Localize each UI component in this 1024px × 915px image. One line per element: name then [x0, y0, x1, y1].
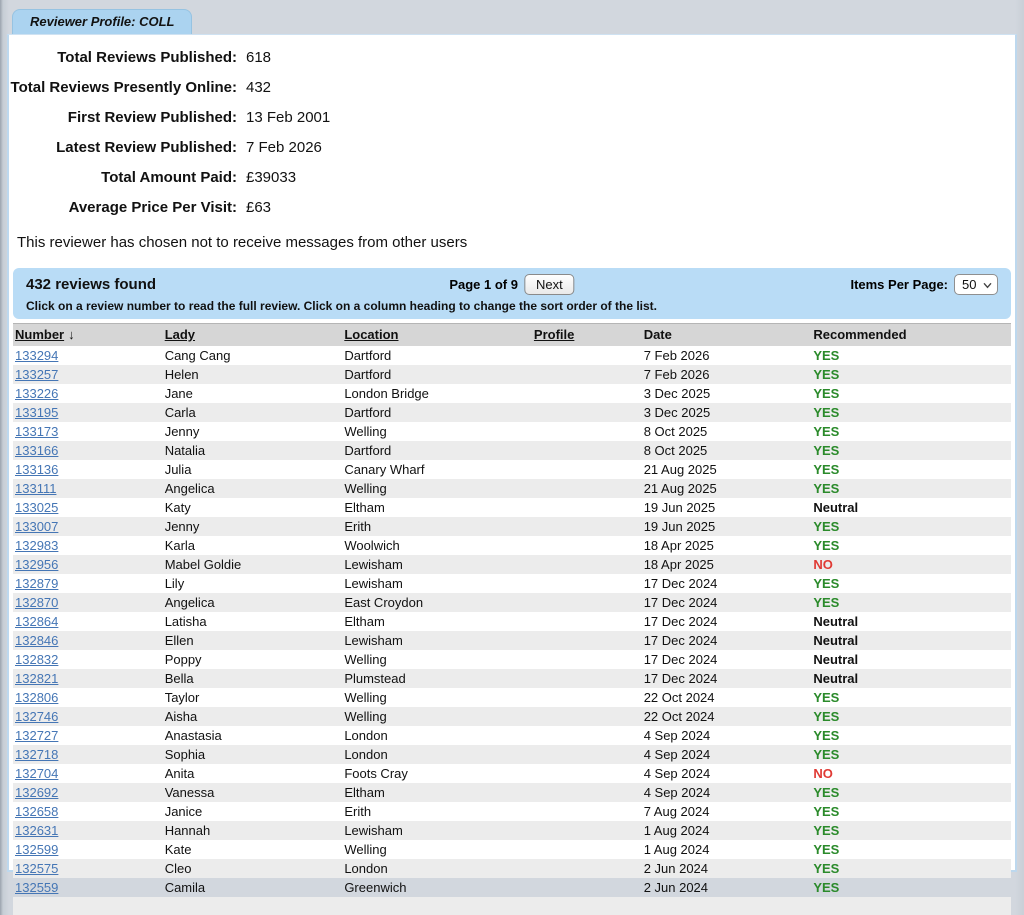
stat-label: Average Price Per Visit: — [68, 198, 237, 216]
review-number — [13, 707, 163, 726]
review-number — [13, 764, 163, 783]
review-number — [13, 878, 163, 897]
review-number — [13, 555, 163, 574]
page-indicator: Page 1 of 9 — [449, 277, 518, 292]
lady-name: Hannah — [164, 823, 211, 838]
date-cell: 19 Jun 2025 — [643, 500, 716, 515]
recommended-cell: Neutral — [813, 500, 859, 515]
recommended-cell: YES — [813, 462, 840, 477]
table-row — [13, 878, 1011, 897]
review-number — [13, 403, 163, 422]
lady-name: Taylor — [164, 690, 200, 705]
date-cell: 7 Feb 2026 — [643, 348, 710, 363]
date-cell: 4 Sep 2024 — [643, 766, 711, 781]
column-header-number — [13, 324, 163, 347]
location-cell: Welling — [344, 652, 387, 667]
table-row — [13, 593, 1011, 612]
stat-label: Total Reviews Published: — [57, 48, 237, 66]
table-row — [13, 441, 1011, 460]
review-number-link[interactable]: 133294 — [15, 348, 59, 363]
review-number-link[interactable]: 133226 — [15, 386, 59, 401]
table-row — [13, 460, 1011, 479]
lady-name: Sophia — [164, 747, 206, 762]
recommended-cell: YES — [813, 348, 840, 363]
next-page-button[interactable]: Next — [524, 274, 575, 295]
column-header-recommended — [811, 324, 1011, 347]
table-row — [13, 707, 1011, 726]
location-cell: Erith — [344, 519, 372, 534]
location-cell: Foots Cray — [344, 766, 408, 781]
lady-name: Karla — [164, 538, 196, 553]
lady-name: Natalia — [164, 443, 206, 458]
empty-cell — [13, 897, 163, 915]
review-number-link[interactable]: 132718 — [15, 747, 59, 762]
lady-name: Kate — [164, 842, 192, 857]
profile-cell — [532, 859, 642, 878]
review-number-link[interactable]: 132658 — [15, 804, 59, 819]
profile-cell — [532, 878, 642, 897]
lady-name: Lily — [164, 576, 185, 591]
profile-cell — [532, 346, 642, 365]
lady-name: Anita — [164, 766, 195, 781]
profile-cell — [532, 403, 642, 422]
recommended-cell: YES — [813, 728, 840, 743]
empty-cell — [642, 897, 812, 915]
lady-name: Cang Cang — [164, 348, 231, 363]
review-number — [13, 631, 163, 650]
recommended-cell: YES — [813, 804, 840, 819]
column-header-label[interactable]: Profile — [533, 327, 575, 342]
recommended-cell: NO — [813, 766, 833, 781]
profile-cell — [532, 783, 642, 802]
recommended-cell: YES — [813, 519, 840, 534]
table-row — [13, 631, 1011, 650]
date-cell: 1 Aug 2024 — [643, 823, 710, 838]
location-cell: London — [344, 747, 388, 762]
review-number-link[interactable]: 133136 — [15, 462, 59, 477]
profile-cell — [532, 612, 642, 631]
lady-name: Camila — [164, 880, 206, 895]
review-number-link[interactable]: 132727 — [15, 728, 59, 743]
stat-value: 7 Feb 2026 — [246, 138, 322, 156]
date-cell: 8 Oct 2025 — [643, 443, 708, 458]
review-number-link[interactable]: 132846 — [15, 633, 59, 648]
location-cell: Dartford — [344, 405, 392, 420]
profile-cell — [532, 536, 642, 555]
location-cell: Plumstead — [344, 671, 406, 686]
date-cell: 18 Apr 2025 — [643, 557, 714, 572]
profile-cell — [532, 422, 642, 441]
lady-name: Poppy — [164, 652, 202, 667]
table-row — [13, 517, 1011, 536]
location-cell: Welling — [344, 709, 387, 724]
review-number-link[interactable]: 133173 — [15, 424, 59, 439]
date-cell: 2 Jun 2024 — [643, 861, 709, 876]
date-cell: 17 Dec 2024 — [643, 652, 718, 667]
items-per-page — [850, 274, 998, 295]
review-number-link[interactable]: 132692 — [15, 785, 59, 800]
lady-name: Cleo — [164, 861, 192, 876]
column-header-label: Recommended — [813, 327, 907, 342]
date-cell: 4 Sep 2024 — [643, 785, 711, 800]
review-number — [13, 479, 163, 498]
recommended-cell: YES — [813, 690, 840, 705]
review-number — [13, 859, 163, 878]
review-number-link[interactable]: 132746 — [15, 709, 59, 724]
stat-value: 13 Feb 2001 — [246, 108, 331, 126]
review-number — [13, 422, 163, 441]
table-row — [13, 745, 1011, 764]
profile-cell — [532, 726, 642, 745]
table-row — [13, 764, 1011, 783]
stat-label: Total Amount Paid: — [101, 168, 237, 186]
profile-cell — [532, 840, 642, 859]
location-cell: Welling — [344, 481, 387, 496]
column-header-lady — [163, 324, 343, 347]
date-cell: 8 Oct 2025 — [643, 424, 708, 439]
recommended-cell: Neutral — [813, 614, 859, 629]
recommended-cell: YES — [813, 405, 840, 420]
table-row — [13, 365, 1011, 384]
recommended-cell: NO — [813, 557, 833, 572]
date-cell: 17 Dec 2024 — [643, 671, 718, 686]
profile-cell — [532, 555, 642, 574]
date-cell: 19 Jun 2025 — [643, 519, 716, 534]
profile-cell — [532, 688, 642, 707]
review-number-link[interactable]: 133007 — [15, 519, 59, 534]
review-number — [13, 745, 163, 764]
recommended-cell: YES — [813, 861, 840, 876]
lady-name: Angelica — [164, 481, 215, 496]
recommended-cell: Neutral — [813, 671, 859, 686]
table-row — [13, 802, 1011, 821]
date-cell: 4 Sep 2024 — [643, 728, 711, 743]
date-cell: 2 Jun 2024 — [643, 880, 709, 895]
review-number-link[interactable]: 132599 — [15, 842, 59, 857]
date-cell: 7 Aug 2024 — [643, 804, 710, 819]
items-per-page-label: Items Per Page: — [850, 277, 948, 292]
date-cell: 22 Oct 2024 — [643, 709, 715, 724]
location-cell: Erith — [344, 804, 372, 819]
recommended-cell: YES — [813, 595, 840, 610]
empty-cell — [532, 897, 642, 915]
review-number — [13, 821, 163, 840]
lady-name: Vanessa — [164, 785, 215, 800]
stat-label: First Review Published: — [67, 108, 237, 126]
column-header-label[interactable]: Lady — [164, 327, 196, 342]
reviewer-profile-panel — [7, 34, 1017, 895]
lady-name: Latisha — [164, 614, 207, 629]
recommended-cell: YES — [813, 538, 840, 553]
review-number-link[interactable]: 132575 — [15, 861, 59, 876]
profile-cell — [532, 593, 642, 612]
review-number — [13, 536, 163, 555]
table-header-row — [13, 324, 1011, 347]
review-number — [13, 593, 163, 612]
location-cell: Woolwich — [344, 538, 400, 553]
stat-total-amount-paid — [9, 162, 1015, 192]
lady-name: Julia — [164, 462, 192, 477]
profile-cell — [532, 650, 642, 669]
review-number — [13, 460, 163, 479]
review-number — [13, 840, 163, 859]
review-number — [13, 384, 163, 403]
items-per-page-select-wrap — [954, 274, 998, 295]
location-cell: Eltham — [344, 500, 385, 515]
profile-cell — [532, 707, 642, 726]
review-number — [13, 346, 163, 365]
review-number-link[interactable]: 132983 — [15, 538, 59, 553]
review-number-link[interactable]: 133025 — [15, 500, 59, 515]
review-number-link[interactable]: 132879 — [15, 576, 59, 591]
review-number-link[interactable]: 132832 — [15, 652, 59, 667]
location-cell: London — [344, 728, 388, 743]
profile-cell — [532, 479, 642, 498]
profile-cell — [532, 669, 642, 688]
date-cell: 3 Dec 2025 — [643, 386, 711, 401]
location-cell: Dartford — [344, 367, 392, 382]
date-cell: 3 Dec 2025 — [643, 405, 711, 420]
stat-value: 432 — [246, 78, 272, 96]
reviews-found-count: 432 reviews found — [26, 276, 157, 293]
stat-value: 618 — [246, 48, 272, 66]
location-cell: Welling — [344, 690, 387, 705]
lady-name: Ellen — [164, 633, 194, 648]
table-usage-hint: Click on a review number to read the full review. Click on a column heading to change the sort order of the list. — [26, 299, 658, 313]
review-number-link[interactable]: 132806 — [15, 690, 59, 705]
review-number-link[interactable]: 133195 — [15, 405, 59, 420]
stat-total-reviews-online — [9, 72, 1015, 102]
lady-name: Mabel Goldie — [164, 557, 242, 572]
no-messages-notice: This reviewer has chosen not to receive messages from other users — [17, 234, 468, 251]
column-header-profile — [532, 324, 642, 347]
review-number-link[interactable]: 132864 — [15, 614, 59, 629]
table-row-partial — [13, 897, 1011, 915]
recommended-cell: YES — [813, 481, 840, 496]
lady-name: Katy — [164, 500, 191, 515]
recommended-cell: Neutral — [813, 652, 859, 667]
profile-cell — [532, 821, 642, 840]
profile-cell — [532, 631, 642, 650]
review-number — [13, 498, 163, 517]
column-header-date — [642, 324, 812, 347]
review-number — [13, 612, 163, 631]
recommended-cell: YES — [813, 823, 840, 838]
table-row — [13, 479, 1011, 498]
stat-latest-review-published — [9, 132, 1015, 162]
date-cell: 17 Dec 2024 — [643, 595, 718, 610]
profile-cell — [532, 574, 642, 593]
date-cell: 21 Aug 2025 — [643, 462, 717, 477]
review-number-link[interactable]: 132704 — [15, 766, 59, 781]
date-cell: 22 Oct 2024 — [643, 690, 715, 705]
recommended-cell: Neutral — [813, 633, 859, 648]
profile-cell — [532, 517, 642, 536]
location-cell: Welling — [344, 842, 387, 857]
review-number-link[interactable]: 133166 — [15, 443, 59, 458]
review-number — [13, 365, 163, 384]
recommended-cell: YES — [813, 367, 840, 382]
stat-value: £39033 — [246, 168, 297, 186]
empty-cell — [811, 897, 1011, 915]
table-row — [13, 669, 1011, 688]
table-row — [13, 783, 1011, 802]
table-row — [13, 422, 1011, 441]
recommended-cell: YES — [813, 424, 840, 439]
lady-name: Aisha — [164, 709, 198, 724]
table-row — [13, 688, 1011, 707]
profile-cell — [532, 365, 642, 384]
recommended-cell: YES — [813, 785, 840, 800]
recommended-cell: YES — [813, 443, 840, 458]
stat-value: £63 — [246, 198, 272, 216]
location-cell: Greenwich — [344, 880, 407, 895]
review-number-link[interactable]: 132870 — [15, 595, 59, 610]
review-number-link[interactable]: 132821 — [15, 671, 59, 686]
table-row — [13, 821, 1011, 840]
profile-cell — [532, 745, 642, 764]
review-number — [13, 669, 163, 688]
profile-cell — [532, 802, 642, 821]
location-cell: Eltham — [344, 614, 385, 629]
review-number-link[interactable]: 133111 — [15, 481, 57, 496]
location-cell: London — [344, 861, 388, 876]
review-number-link[interactable]: 133257 — [15, 367, 59, 382]
location-cell: Lewisham — [344, 576, 403, 591]
profile-cell — [532, 384, 642, 403]
empty-cell — [163, 897, 343, 915]
column-header-location — [342, 324, 532, 347]
review-number — [13, 574, 163, 593]
stat-average-price-per-visit — [9, 192, 1015, 222]
profile-cell — [532, 460, 642, 479]
review-number — [13, 726, 163, 745]
review-number — [13, 441, 163, 460]
profile-cell — [532, 441, 642, 460]
table-row — [13, 403, 1011, 422]
table-row — [13, 612, 1011, 631]
review-number-link[interactable]: 132956 — [15, 557, 59, 572]
location-cell: Dartford — [344, 443, 392, 458]
column-header-label[interactable]: Location — [344, 327, 399, 342]
profile-cell — [532, 764, 642, 783]
date-cell: 17 Dec 2024 — [643, 576, 718, 591]
table-row — [13, 498, 1011, 517]
empty-cell — [342, 897, 532, 915]
column-header-label: Date — [643, 327, 672, 342]
lady-name: Angelica — [164, 595, 215, 610]
column-header-label[interactable]: Number — [15, 327, 65, 342]
location-cell: Lewisham — [344, 823, 403, 838]
profile-cell — [532, 498, 642, 517]
date-cell: 17 Dec 2024 — [643, 633, 718, 648]
lady-name: Helen — [164, 367, 199, 382]
recommended-cell: YES — [813, 709, 840, 724]
review-number — [13, 650, 163, 669]
location-cell: Canary Wharf — [344, 462, 425, 477]
table-row — [13, 555, 1011, 574]
items-per-page-select[interactable] — [954, 274, 998, 295]
review-number — [13, 517, 163, 536]
location-cell: Eltham — [344, 785, 385, 800]
stat-first-review-published — [9, 102, 1015, 132]
lady-name: Jenny — [164, 519, 200, 534]
review-number-link[interactable]: 132559 — [15, 880, 59, 895]
lady-name: Jane — [164, 386, 193, 401]
table-row — [13, 346, 1011, 365]
lady-name: Anastasia — [164, 728, 222, 743]
location-cell: Lewisham — [344, 633, 403, 648]
recommended-cell: YES — [813, 747, 840, 762]
recommended-cell: YES — [813, 880, 840, 895]
lady-name: Jenny — [164, 424, 200, 439]
location-cell: London Bridge — [344, 386, 429, 401]
location-cell: East Croydon — [344, 595, 424, 610]
sort-descending-arrow-icon: ↓ — [68, 327, 75, 342]
table-row — [13, 840, 1011, 859]
date-cell: 18 Apr 2025 — [643, 538, 714, 553]
reviewer-profile-tab[interactable] — [12, 9, 192, 34]
reviewer-profile-tab-label: Reviewer Profile: COLL — [30, 14, 175, 29]
results-bar — [13, 268, 1011, 319]
date-cell: 4 Sep 2024 — [643, 747, 711, 762]
reviews-table — [13, 323, 1011, 915]
review-number — [13, 688, 163, 707]
lady-name: Carla — [164, 405, 196, 420]
table-row — [13, 384, 1011, 403]
stat-label: Total Reviews Presently Online: — [10, 78, 237, 96]
recommended-cell: YES — [813, 842, 840, 857]
location-cell: Dartford — [344, 348, 392, 363]
pagination — [449, 274, 574, 295]
review-number — [13, 802, 163, 821]
review-number-link[interactable]: 132631 — [15, 823, 59, 838]
date-cell: 17 Dec 2024 — [643, 614, 718, 629]
location-cell: Lewisham — [344, 557, 403, 572]
results-bar-top — [13, 273, 1011, 296]
stat-label: Latest Review Published: — [56, 138, 237, 156]
recommended-cell: YES — [813, 576, 840, 591]
stat-total-reviews-published — [9, 42, 1015, 72]
table-row — [13, 650, 1011, 669]
lady-name: Bella — [164, 671, 194, 686]
date-cell: 1 Aug 2024 — [643, 842, 710, 857]
table-row — [13, 574, 1011, 593]
table-row — [13, 859, 1011, 878]
date-cell: 21 Aug 2025 — [643, 481, 717, 496]
location-cell: Welling — [344, 424, 387, 439]
table-row — [13, 536, 1011, 555]
lady-name: Janice — [164, 804, 203, 819]
date-cell: 7 Feb 2026 — [643, 367, 710, 382]
review-number — [13, 783, 163, 802]
reviewer-stats — [9, 35, 1015, 222]
table-row — [13, 726, 1011, 745]
recommended-cell: YES — [813, 386, 840, 401]
